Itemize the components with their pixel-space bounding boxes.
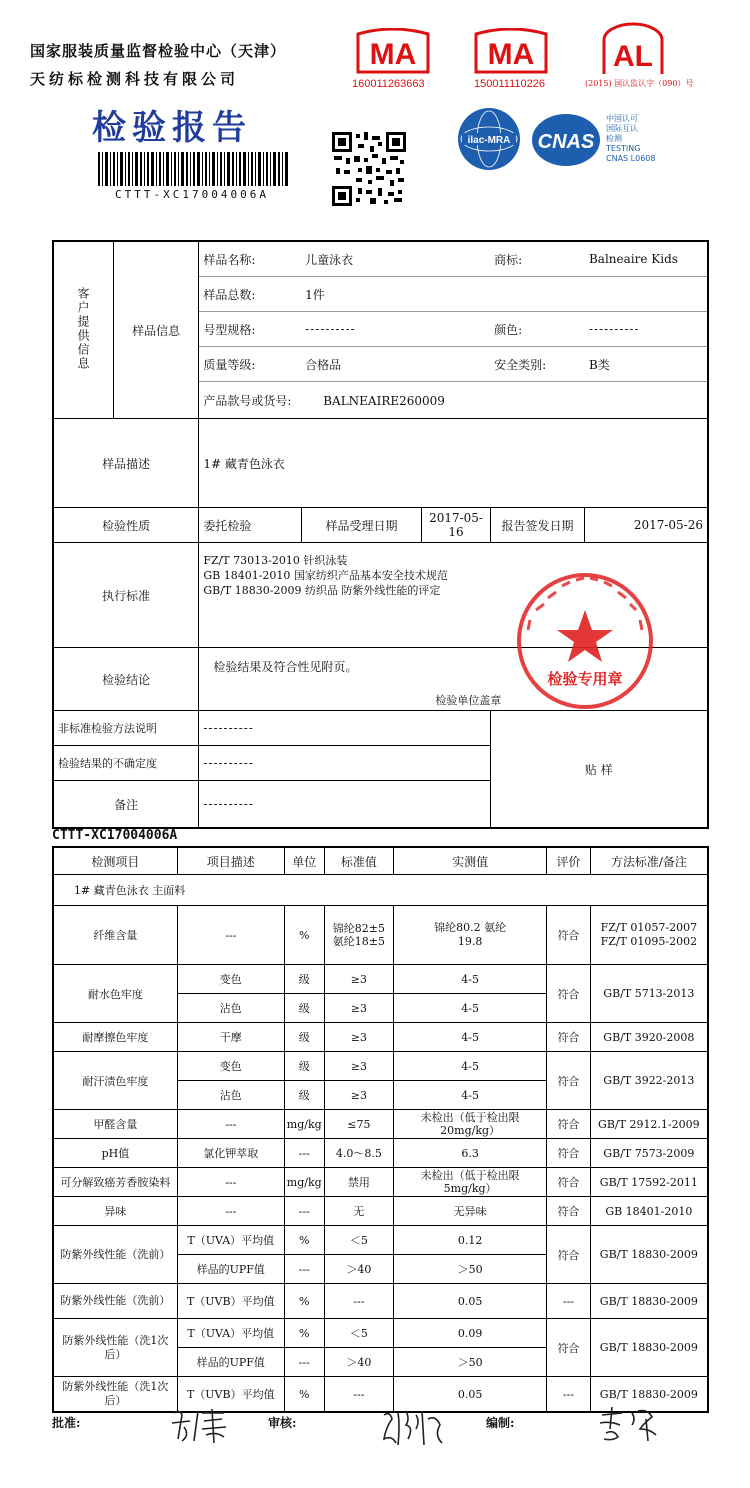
method-cell: GB/T 3920-2008 [590,1023,708,1052]
table-row [53,1168,708,1197]
std-cell: ＞40 [324,1348,393,1377]
table-row [53,1139,708,1168]
cma-code-1: 160011263663 [352,78,425,90]
desc-cell: 沾色 [177,994,284,1023]
item-cell: 防紫外线性能（洗1次后） [53,1319,177,1377]
eval-cell: 符合 [547,1197,591,1226]
eval-cell: --- [547,1284,591,1319]
std-cell: 锦纶82±5 氨纶18±5 [324,906,393,965]
std-cell: ≥3 [324,994,393,1023]
table-row [53,1226,708,1255]
remark-label: 备注 [53,781,199,829]
desc-cell: --- [177,1110,284,1139]
measured-cell: 4-5 [394,1023,547,1052]
results-header-row [53,847,708,875]
cma-logo-1-text: MA [369,38,417,71]
received-label: 样品受理日期 [301,508,422,543]
std-cell: 禁用 [324,1168,393,1197]
remark-value: ---------- [199,781,490,829]
name-value: 儿童泳衣 [301,241,490,277]
stamp-note: 检验单位盖章 [435,694,502,707]
standard-item: GB/T 18830-2009 纺织品 防紫外线性能的评定 [203,584,441,597]
cnas-caption-line: 检测 [606,134,622,143]
method-cell: GB/T 5713-2013 [590,965,708,1023]
std-cell: ≥3 [324,965,393,994]
standard-item: GB 18401-2010 国家纺织产品基本安全技术规范 [203,569,448,582]
col-header: 评价 [547,847,591,875]
name-label: 样品名称: [199,241,301,277]
sample-info-label: 样品信息 [114,241,199,419]
table-row [53,1319,708,1348]
measured-cell: ＞50 [394,1255,547,1284]
table-row [53,1023,708,1052]
table-row [53,906,708,965]
desc-cell: T（UVA）平均值 [177,1319,284,1348]
std-cell: ≥3 [324,1081,393,1110]
cnas-caption-line: TESTING [606,144,641,153]
std-cell: --- [324,1377,393,1413]
cnas-logo-text: CNAS [537,131,595,153]
client-info-label: 客户提供信息 [53,241,114,419]
review-label: 审核: [268,1416,297,1430]
sample-info-table [52,240,709,829]
model-label: 号型规格: [199,312,301,347]
article-row [199,382,708,419]
col-header: 单位 [284,847,324,875]
std-cell: ≥3 [324,1052,393,1081]
cnas-caption-line: 中国认可 [606,114,638,123]
nature-label: 检验性质 [53,508,199,543]
measured-cell: 4-5 [394,965,547,994]
col-header: 检测项目 [53,847,177,875]
unit-cell: % [284,1226,324,1255]
cma-code-2: 150011110226 [474,78,545,90]
safety-label: 安全类别: [490,347,585,382]
ilac-logo-text: ilac-MRA [467,135,511,146]
eval-cell: 符合 [547,906,591,965]
item-cell: 可分解致癌芳香胺染料 [53,1168,177,1197]
qty-label: 样品总数: [199,277,301,312]
method-cell: GB/T 2912.1-2009 [590,1110,708,1139]
method-cell: GB/T 3922-2013 [590,1052,708,1110]
qty-value: 1件 [301,277,490,312]
stamp-text: 检验专用章 [547,670,623,688]
measured-cell: 4-5 [394,1052,547,1081]
sample-row [53,875,708,906]
unit-cell: 级 [284,994,324,1023]
review-signature [380,1405,450,1449]
report-id: CTTT-XC17004006A [52,828,178,843]
eval-cell: 符合 [547,1052,591,1110]
col-header: 标准值 [324,847,393,875]
item-cell: 纤维含量 [53,906,177,965]
article-value: BALNEAIRE260009 [323,393,445,408]
desc-cell: T（UVB）平均值 [177,1377,284,1413]
measured-cell: 未检出（低于检出限5mg/kg） [394,1168,547,1197]
measured-cell: 4-5 [394,994,547,1023]
unit-cell: 级 [284,1052,324,1081]
item-cell: pH值 [53,1139,177,1168]
measured-cell: 0.12 [394,1226,547,1255]
std-cell: ≥3 [324,1023,393,1052]
unit-cell: mg/kg [284,1168,324,1197]
measured-cell: 0.05 [394,1284,547,1319]
desc-cell: 样品的UPF值 [177,1255,284,1284]
color-label: 颜色: [490,312,585,347]
org-name-line1: 国家服装质量监督检验中心（天津） [30,42,287,60]
unit-cell: --- [284,1197,324,1226]
method-cell: GB/T 18830-2009 [590,1226,708,1284]
issued-label: 报告签发日期 [490,508,585,543]
measured-cell: 0.09 [394,1319,547,1348]
unit-cell: % [284,906,324,965]
eval-cell: --- [547,1377,591,1413]
nonstd-value: ---------- [199,711,490,746]
measured-cell: 锦纶80.2 氨纶19.8 [394,906,547,965]
col-header: 项目描述 [177,847,284,875]
measured-cell: 4-5 [394,1081,547,1110]
eval-cell: 符合 [547,1139,591,1168]
cnas-caption [606,114,655,164]
unit-cell: % [284,1377,324,1413]
uncert-value: ---------- [199,746,490,781]
prepare-signature [596,1405,666,1445]
color-value: ---------- [585,312,708,347]
unit-cell: 级 [284,965,324,994]
std-cell: --- [324,1284,393,1319]
desc-cell: --- [177,1168,284,1197]
desc-value: 1# 藏青色泳衣 [199,419,708,508]
conclusion-value: 检验结果及符合性见附页。 [213,660,358,674]
method-cell: GB 18401-2010 [590,1197,708,1226]
table-row [53,965,708,994]
measured-cell: 无异味 [394,1197,547,1226]
desc-label: 样品描述 [53,419,199,508]
unit-cell: 级 [284,1023,324,1052]
method-cell: GB/T 18830-2009 [590,1377,708,1413]
cma-logo-1 [352,28,434,74]
col-header: 实测值 [394,847,547,875]
results-table [52,846,709,1413]
method-cell: GB/T 17592-2011 [590,1168,708,1197]
cnas-caption-line: CNAS L0608 [606,154,656,163]
barcode-image [98,152,288,186]
approve-label: 批准: [52,1416,81,1430]
measured-cell: 6.3 [394,1139,547,1168]
cma-logo-2 [470,28,552,74]
grade-value: 合格品 [301,347,490,382]
received-value: 2017-05-16 [422,508,490,543]
nonstd-label: 非标准检验方法说明 [53,711,199,746]
safety-value: B类 [585,347,708,382]
report-title: 检验报告 [92,108,252,148]
barcode-number: CTTT-XC17004006A [115,188,269,201]
measured-cell: 0.05 [394,1377,547,1413]
desc-cell: 干摩 [177,1023,284,1052]
unit-cell: --- [284,1348,324,1377]
col-header: 方法标准/备注 [590,847,708,875]
item-cell: 甲醛含量 [53,1110,177,1139]
method-cell: FZ/T 01057-2007 FZ/T 01095-2002 [590,906,708,965]
prepare-label: 编制: [486,1416,515,1430]
sample-row-text: 1# 藏青色泳衣 主面料 [53,875,708,906]
eval-cell: 符合 [547,1226,591,1284]
desc-cell: 变色 [177,965,284,994]
desc-cell: T（UVA）平均值 [177,1226,284,1255]
eval-cell: 符合 [547,1023,591,1052]
std-cell: ＜5 [324,1319,393,1348]
measured-cell: 未检出（低于检出限20mg/kg） [394,1110,547,1139]
desc-cell: --- [177,906,284,965]
unit-cell: mg/kg [284,1110,324,1139]
nature-value: 委托检验 [199,508,301,543]
standard-item: FZ/T 73013-2010 针织泳装 [203,554,348,567]
brand-label: 商标: [490,241,585,277]
item-cell: 耐水色牢度 [53,965,177,1023]
eval-cell: 符合 [547,1319,591,1377]
eval-cell: 符合 [547,1110,591,1139]
article-label: 产品款号或货号: [203,393,292,408]
org-name-line2: 天纺标检测科技有限公司 [30,70,240,88]
eval-cell: 符合 [547,965,591,1023]
qr-code-image [332,132,406,206]
item-cell: 防紫外线性能（洗1次后） [53,1377,177,1413]
measured-cell: ＞50 [394,1348,547,1377]
item-cell: 防紫外线性能（洗前） [53,1226,177,1284]
cnas-logo [530,112,602,168]
table-row [53,1110,708,1139]
std-cell: 无 [324,1197,393,1226]
ilac-mra-logo [456,106,522,172]
method-cell: GB/T 18830-2009 [590,1319,708,1377]
table-row [53,1284,708,1319]
cal-approval-number: (2015) 国认监认字（090）号 [585,79,694,88]
desc-cell: 变色 [177,1052,284,1081]
cma-logo-2-text: MA [487,38,535,71]
item-cell: 耐汗渍色牢度 [53,1052,177,1110]
eval-cell: 符合 [547,1168,591,1197]
cal-logo [598,22,668,78]
inspection-seal-stamp [514,570,656,712]
std-cell: 4.0～8.5 [324,1139,393,1168]
desc-cell: 样品的UPF值 [177,1348,284,1377]
method-cell: GB/T 18830-2009 [590,1284,708,1319]
item-cell: 异味 [53,1197,177,1226]
desc-cell: --- [177,1197,284,1226]
standards-label: 执行标准 [53,543,199,648]
unit-cell: % [284,1284,324,1319]
desc-cell: T（UVB）平均值 [177,1284,284,1319]
cnas-caption-line: 国际互认 [606,124,638,133]
photo-label: 贴 样 [490,711,708,829]
method-cell: GB/T 7573-2009 [590,1139,708,1168]
desc-cell: 沾色 [177,1081,284,1110]
desc-cell: 氯化钾萃取 [177,1139,284,1168]
brand-value: Balneaire Kids [585,241,708,277]
unit-cell: --- [284,1255,324,1284]
approve-signature [168,1405,238,1445]
issued-value: 2017-05-26 [585,508,708,543]
std-cell: ≤75 [324,1110,393,1139]
grade-label: 质量等级: [199,347,301,382]
unit-cell: --- [284,1139,324,1168]
item-cell: 耐摩擦色牢度 [53,1023,177,1052]
conclusion-label: 检验结论 [53,648,199,711]
table-row [53,1052,708,1081]
item-cell: 防紫外线性能（洗前） [53,1284,177,1319]
table-row [53,1197,708,1226]
unit-cell: % [284,1319,324,1348]
cal-logo-text: AL [613,40,653,73]
std-cell: ＞40 [324,1255,393,1284]
unit-cell: 级 [284,1081,324,1110]
uncert-label: 检验结果的不确定度 [53,746,199,781]
std-cell: ＜5 [324,1226,393,1255]
model-value: ---------- [301,312,490,347]
